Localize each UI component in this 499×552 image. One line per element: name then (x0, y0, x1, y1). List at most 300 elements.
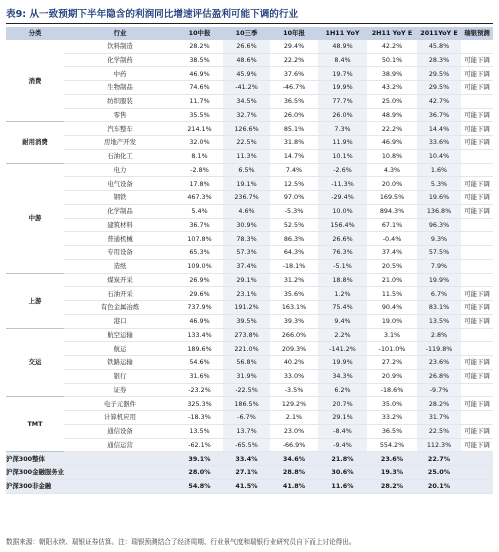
value-cell: 22.5% (417, 424, 461, 438)
value-cell: -101.0% (367, 342, 417, 356)
value-cell: -65.5% (223, 438, 270, 452)
value-cell: 10.1% (318, 149, 367, 163)
forecast-cell (461, 328, 493, 342)
industry-cell: 电气设备 (64, 177, 176, 191)
value-cell: 554.2% (367, 438, 417, 452)
table-row (6, 383, 493, 397)
value-cell: 33.6% (417, 136, 461, 150)
value-cell: 20.5% (367, 259, 417, 273)
value-cell: 4.3% (367, 163, 417, 177)
value-cell: 28.2% (417, 397, 461, 411)
table-row (6, 53, 493, 67)
value-cell: 35.0% (367, 397, 417, 411)
table-row (6, 108, 493, 122)
value-cell: 20.7% (318, 397, 367, 411)
industry-cell: 航运 (64, 342, 176, 356)
forecast-cell: 可能下调 (461, 53, 493, 67)
value-cell: 32.7% (223, 108, 270, 122)
value-cell: 26.0% (318, 108, 367, 122)
value-cell: 11.5% (367, 287, 417, 301)
value-cell: 34.3% (318, 369, 367, 383)
value-cell: 19.6% (417, 191, 461, 205)
value-cell: 22.2% (367, 122, 417, 136)
industry-cell: 饮料制造 (64, 40, 176, 53)
industry-cell: 钢铁 (64, 191, 176, 205)
forecast-cell: 可能下调 (461, 67, 493, 81)
summary-value-cell: 22.7% (417, 452, 461, 466)
forecast-cell: 可能下调 (461, 438, 493, 452)
forecast-cell: 可能下调 (461, 397, 493, 411)
table-row (6, 397, 493, 411)
industry-cell: 煤炭开采 (64, 273, 176, 287)
industry-cell: 专用设备 (64, 246, 176, 260)
column-header: 行业 (64, 27, 176, 40)
value-cell: -0.4% (367, 232, 417, 246)
value-cell: 64.3% (270, 246, 318, 260)
value-cell: 97.0% (270, 191, 318, 205)
value-cell: 19.1% (223, 177, 270, 191)
value-cell: 43.2% (367, 81, 417, 95)
value-cell: 74.6% (176, 81, 223, 95)
forecast-cell (461, 94, 493, 108)
value-cell: 25.0% (367, 94, 417, 108)
forecast-cell: 可能下调 (461, 424, 493, 438)
table-row (6, 149, 493, 163)
value-cell: 23.1% (223, 287, 270, 301)
value-cell: 56.8% (223, 356, 270, 370)
value-cell: 48.6% (223, 53, 270, 67)
column-header: 瑞银预测 (461, 27, 493, 40)
value-cell: -46.7% (270, 81, 318, 95)
summary-value-cell: 27.1% (223, 466, 270, 480)
value-cell: 19.9% (318, 81, 367, 95)
summary-forecast-cell (461, 479, 493, 493)
value-cell: 46.9% (367, 136, 417, 150)
column-header: 10中报 (176, 27, 223, 40)
forecast-cell: 可能下调 (461, 136, 493, 150)
value-cell: 26.0% (270, 108, 318, 122)
value-cell: 266.0% (270, 328, 318, 342)
column-header: 10三季 (223, 27, 270, 40)
value-cell: -5.3% (270, 204, 318, 218)
value-cell: 13.5% (176, 424, 223, 438)
column-header: 2011YoY E (417, 27, 461, 40)
summary-value-cell: 54.8% (176, 479, 223, 493)
value-cell: 6.7% (417, 287, 461, 301)
value-cell: 38.5% (176, 53, 223, 67)
value-cell: 2.2% (318, 328, 367, 342)
value-cell: -22.5% (223, 383, 270, 397)
value-cell: 57.3% (223, 246, 270, 260)
industry-cell: 计算机应用 (64, 411, 176, 425)
summary-label: 沪深300整体 (6, 452, 176, 466)
value-cell: 75.4% (318, 301, 367, 315)
value-cell: -119.8% (417, 342, 461, 356)
value-cell: 186.5% (223, 397, 270, 411)
value-cell: 11.9% (318, 136, 367, 150)
value-cell: -2.6% (318, 163, 367, 177)
forecast-cell: 可能下调 (461, 122, 493, 136)
value-cell: 45.9% (223, 67, 270, 81)
value-cell: 28.3% (417, 53, 461, 67)
value-cell: -2.8% (176, 163, 223, 177)
value-cell: 236.7% (223, 191, 270, 205)
column-header: 分类 (6, 27, 64, 40)
table-row (6, 218, 493, 232)
value-cell: 20.0% (367, 177, 417, 191)
value-cell: 22.5% (223, 136, 270, 150)
value-cell: 189.6% (176, 342, 223, 356)
value-cell: 48.9% (367, 108, 417, 122)
industry-cell: 证券 (64, 383, 176, 397)
forecast-cell: 可能下调 (461, 108, 493, 122)
table-row (6, 122, 493, 136)
sector-cell: 交运 (6, 328, 64, 397)
value-cell: 11.7% (176, 94, 223, 108)
forecast-cell: 可能下调 (461, 356, 493, 370)
table-row (6, 177, 493, 191)
value-cell: 5.4% (176, 204, 223, 218)
forecast-cell: 可能下调 (461, 177, 493, 191)
forecast-cell (461, 383, 493, 397)
summary-value-cell: 21.8% (318, 452, 367, 466)
value-cell: 86.3% (270, 232, 318, 246)
value-cell: 6.2% (318, 383, 367, 397)
value-cell: 29.1% (223, 273, 270, 287)
table-body (6, 40, 493, 493)
forecast-cell (461, 411, 493, 425)
value-cell: 33.0% (270, 369, 318, 383)
sector-cell: 上游 (6, 273, 64, 328)
value-cell: 14.4% (417, 122, 461, 136)
value-cell: 26.6% (223, 40, 270, 53)
value-cell: 169.5% (367, 191, 417, 205)
industry-cell: 汽车整车 (64, 122, 176, 136)
table-row (6, 232, 493, 246)
value-cell: 10.0% (318, 204, 367, 218)
forecast-cell (461, 149, 493, 163)
value-cell: 39.5% (223, 314, 270, 328)
value-cell: -29.4% (318, 191, 367, 205)
value-cell: 37.6% (270, 67, 318, 81)
summary-value-cell: 41.5% (223, 479, 270, 493)
value-cell: 54.6% (176, 356, 223, 370)
value-cell: 10.8% (367, 149, 417, 163)
industry-cell: 通信设备 (64, 424, 176, 438)
table-row (6, 259, 493, 273)
summary-value-cell: 30.6% (318, 466, 367, 480)
sector-cell: TMT (6, 397, 64, 452)
value-cell: 34.5% (223, 94, 270, 108)
summary-row (6, 479, 493, 493)
sector-cell: 耐用消费 (6, 122, 64, 163)
value-cell: 77.7% (318, 94, 367, 108)
value-cell: 26.6% (318, 232, 367, 246)
value-cell: 36.7% (176, 218, 223, 232)
industry-cell: 港口 (64, 314, 176, 328)
value-cell: -9.4% (318, 438, 367, 452)
industry-cell: 造纸 (64, 259, 176, 273)
forecast-cell: 可能下调 (461, 314, 493, 328)
value-cell: 37.4% (367, 246, 417, 260)
forecast-cell (461, 273, 493, 287)
value-cell: -23.2% (176, 383, 223, 397)
industry-cell: 普通机械 (64, 232, 176, 246)
industry-cell: 电子元器件 (64, 397, 176, 411)
value-cell: 57.5% (417, 246, 461, 260)
forecast-cell: 可能下调 (461, 301, 493, 315)
table-row (6, 287, 493, 301)
value-cell: 19.0% (367, 314, 417, 328)
value-cell: 8.4% (318, 53, 367, 67)
value-cell: 32.0% (176, 136, 223, 150)
summary-forecast-cell (461, 452, 493, 466)
summary-value-cell: 28.8% (270, 466, 318, 480)
sector-cell: 中游 (6, 163, 64, 273)
summary-value-cell: 19.3% (367, 466, 417, 480)
industry-cell: 纺织服装 (64, 94, 176, 108)
value-cell: 19.9% (318, 356, 367, 370)
value-cell: 96.3% (417, 218, 461, 232)
forecast-cell (461, 163, 493, 177)
value-cell: 31.7% (417, 411, 461, 425)
value-cell: 45.8% (417, 40, 461, 53)
summary-value-cell: 23.6% (367, 452, 417, 466)
title-rule (6, 23, 493, 24)
value-cell: 17.8% (176, 177, 223, 191)
value-cell: 76.3% (318, 246, 367, 260)
value-cell: 19.7% (318, 67, 367, 81)
table-row (6, 40, 493, 53)
value-cell: -66.9% (270, 438, 318, 452)
value-cell: 23.6% (417, 356, 461, 370)
industry-cell: 银行 (64, 369, 176, 383)
summary-row (6, 466, 493, 480)
value-cell: 29.5% (417, 67, 461, 81)
table-title: 表9: 从一致预期下半年隐含的利润同比增速评估盈利可能下调的行业 (6, 9, 299, 20)
value-cell: 37.4% (223, 259, 270, 273)
value-cell: 2.1% (270, 411, 318, 425)
forecast-cell (461, 218, 493, 232)
value-cell: 129.2% (270, 397, 318, 411)
value-cell: 1.6% (417, 163, 461, 177)
value-cell: 29.6% (176, 287, 223, 301)
value-cell: 133.4% (176, 328, 223, 342)
industry-cell: 铁路运输 (64, 356, 176, 370)
table-row (6, 163, 493, 177)
value-cell: -41.2% (223, 81, 270, 95)
value-cell: 221.0% (223, 342, 270, 356)
value-cell: 90.4% (367, 301, 417, 315)
table-row (6, 424, 493, 438)
summary-label: 沪深300非金融 (6, 479, 176, 493)
value-cell: 46.9% (176, 67, 223, 81)
value-cell: 6.5% (223, 163, 270, 177)
value-cell: 737.9% (176, 301, 223, 315)
value-cell: 39.3% (270, 314, 318, 328)
value-cell: 7.4% (270, 163, 318, 177)
table-row (6, 411, 493, 425)
value-cell: 13.7% (223, 424, 270, 438)
column-header: 10年报 (270, 27, 318, 40)
value-cell: 30.9% (223, 218, 270, 232)
value-cell: 467.3% (176, 191, 223, 205)
value-cell: 36.5% (367, 424, 417, 438)
value-cell: 7.3% (318, 122, 367, 136)
value-cell: 35.6% (270, 287, 318, 301)
value-cell: -18.1% (270, 259, 318, 273)
industry-cell: 化学制品 (64, 204, 176, 218)
value-cell: 31.8% (270, 136, 318, 150)
value-cell: 2.8% (417, 328, 461, 342)
value-cell: -18.6% (367, 383, 417, 397)
earnings-growth-table (6, 27, 493, 494)
value-cell: -9.7% (417, 383, 461, 397)
industry-cell: 航空运输 (64, 328, 176, 342)
value-cell: 126.6% (223, 122, 270, 136)
table-header-row (6, 27, 493, 40)
industry-cell: 通信运营 (64, 438, 176, 452)
value-cell: 83.1% (417, 301, 461, 315)
summary-label: 沪深300金融服务业 (6, 466, 176, 480)
table-row (6, 67, 493, 81)
value-cell: -62.1% (176, 438, 223, 452)
value-cell: 35.5% (176, 108, 223, 122)
value-cell: 78.3% (223, 232, 270, 246)
table-row (6, 356, 493, 370)
value-cell: -8.4% (318, 424, 367, 438)
summary-row (6, 452, 493, 466)
value-cell: 19.9% (417, 273, 461, 287)
forecast-cell: 可能下调 (461, 191, 493, 205)
value-cell: 36.7% (417, 108, 461, 122)
table-row (6, 328, 493, 342)
value-cell: 4.6% (223, 204, 270, 218)
value-cell: -18.3% (176, 411, 223, 425)
value-cell: 65.3% (176, 246, 223, 260)
value-cell: 11.3% (223, 149, 270, 163)
industry-cell: 石油化工 (64, 149, 176, 163)
value-cell: 9.3% (417, 232, 461, 246)
value-cell: 27.2% (367, 356, 417, 370)
table-row (6, 136, 493, 150)
industry-cell: 房地产开发 (64, 136, 176, 150)
value-cell: 36.5% (270, 94, 318, 108)
value-cell: 31.9% (223, 369, 270, 383)
table-row (6, 204, 493, 218)
sector-cell: 消费 (6, 40, 64, 122)
value-cell: 26.8% (417, 369, 461, 383)
value-cell: 209.3% (270, 342, 318, 356)
summary-value-cell: 25.0% (417, 466, 461, 480)
forecast-cell (461, 246, 493, 260)
value-cell: 48.9% (318, 40, 367, 53)
value-cell: 46.9% (176, 314, 223, 328)
forecast-cell: 可能下调 (461, 81, 493, 95)
forecast-cell (461, 232, 493, 246)
industry-cell: 生物制品 (64, 81, 176, 95)
summary-value-cell: 11.6% (318, 479, 367, 493)
table-row (6, 438, 493, 452)
forecast-cell: 可能下调 (461, 287, 493, 301)
value-cell: 109.0% (176, 259, 223, 273)
value-cell: 21.0% (367, 273, 417, 287)
table-row (6, 369, 493, 383)
value-cell: 23.0% (270, 424, 318, 438)
summary-value-cell: 41.8% (270, 479, 318, 493)
value-cell: 67.1% (367, 218, 417, 232)
summary-forecast-cell (461, 466, 493, 480)
value-cell: 85.1% (270, 122, 318, 136)
table-row (6, 94, 493, 108)
value-cell: 107.8% (176, 232, 223, 246)
industry-cell: 零售 (64, 108, 176, 122)
value-cell: 3.1% (367, 328, 417, 342)
value-cell: -5.1% (318, 259, 367, 273)
value-cell: 20.9% (367, 369, 417, 383)
industry-cell: 有色金属冶炼 (64, 301, 176, 315)
value-cell: 29.5% (417, 81, 461, 95)
summary-value-cell: 39.1% (176, 452, 223, 466)
table-row (6, 273, 493, 287)
value-cell: 33.2% (367, 411, 417, 425)
table-row (6, 314, 493, 328)
value-cell: 9.4% (318, 314, 367, 328)
summary-value-cell: 33.4% (223, 452, 270, 466)
summary-value-cell: 34.6% (270, 452, 318, 466)
value-cell: 50.1% (367, 53, 417, 67)
industry-cell: 建筑材料 (64, 218, 176, 232)
summary-value-cell: 20.1% (417, 479, 461, 493)
summary-value-cell: 28.0% (176, 466, 223, 480)
value-cell: 42.2% (367, 40, 417, 53)
value-cell: 31.2% (270, 273, 318, 287)
value-cell: 38.9% (367, 67, 417, 81)
value-cell: 894.3% (367, 204, 417, 218)
value-cell: 29.1% (318, 411, 367, 425)
forecast-cell: 可能下调 (461, 204, 493, 218)
value-cell: -3.5% (270, 383, 318, 397)
value-cell: 136.8% (417, 204, 461, 218)
value-cell: 163.1% (270, 301, 318, 315)
value-cell: 28.2% (176, 40, 223, 53)
value-cell: 325.3% (176, 397, 223, 411)
value-cell: -141.2% (318, 342, 367, 356)
value-cell: 52.5% (270, 218, 318, 232)
value-cell: 29.4% (270, 40, 318, 53)
value-cell: 42.7% (417, 94, 461, 108)
value-cell: -11.3% (318, 177, 367, 191)
value-cell: 14.7% (270, 149, 318, 163)
summary-value-cell: 28.2% (367, 479, 417, 493)
table-row (6, 246, 493, 260)
table-row (6, 191, 493, 205)
value-cell: 26.9% (176, 273, 223, 287)
value-cell: 8.1% (176, 149, 223, 163)
value-cell: 112.3% (417, 438, 461, 452)
value-cell: 18.8% (318, 273, 367, 287)
table-row (6, 342, 493, 356)
value-cell: 7.9% (417, 259, 461, 273)
forecast-cell: 可能下调 (461, 369, 493, 383)
forecast-cell (461, 40, 493, 53)
value-cell: 273.8% (223, 328, 270, 342)
source-footnote: 数据来源：朝阳永续、瑞银证券估算。注：瑞银预测结合了经济周期、行业景气度和瑞银行业研究员自下而上讨论得出。 (6, 538, 356, 546)
value-cell: 13.5% (417, 314, 461, 328)
industry-cell: 石油开采 (64, 287, 176, 301)
value-cell: 156.4% (318, 218, 367, 232)
value-cell: 214.1% (176, 122, 223, 136)
